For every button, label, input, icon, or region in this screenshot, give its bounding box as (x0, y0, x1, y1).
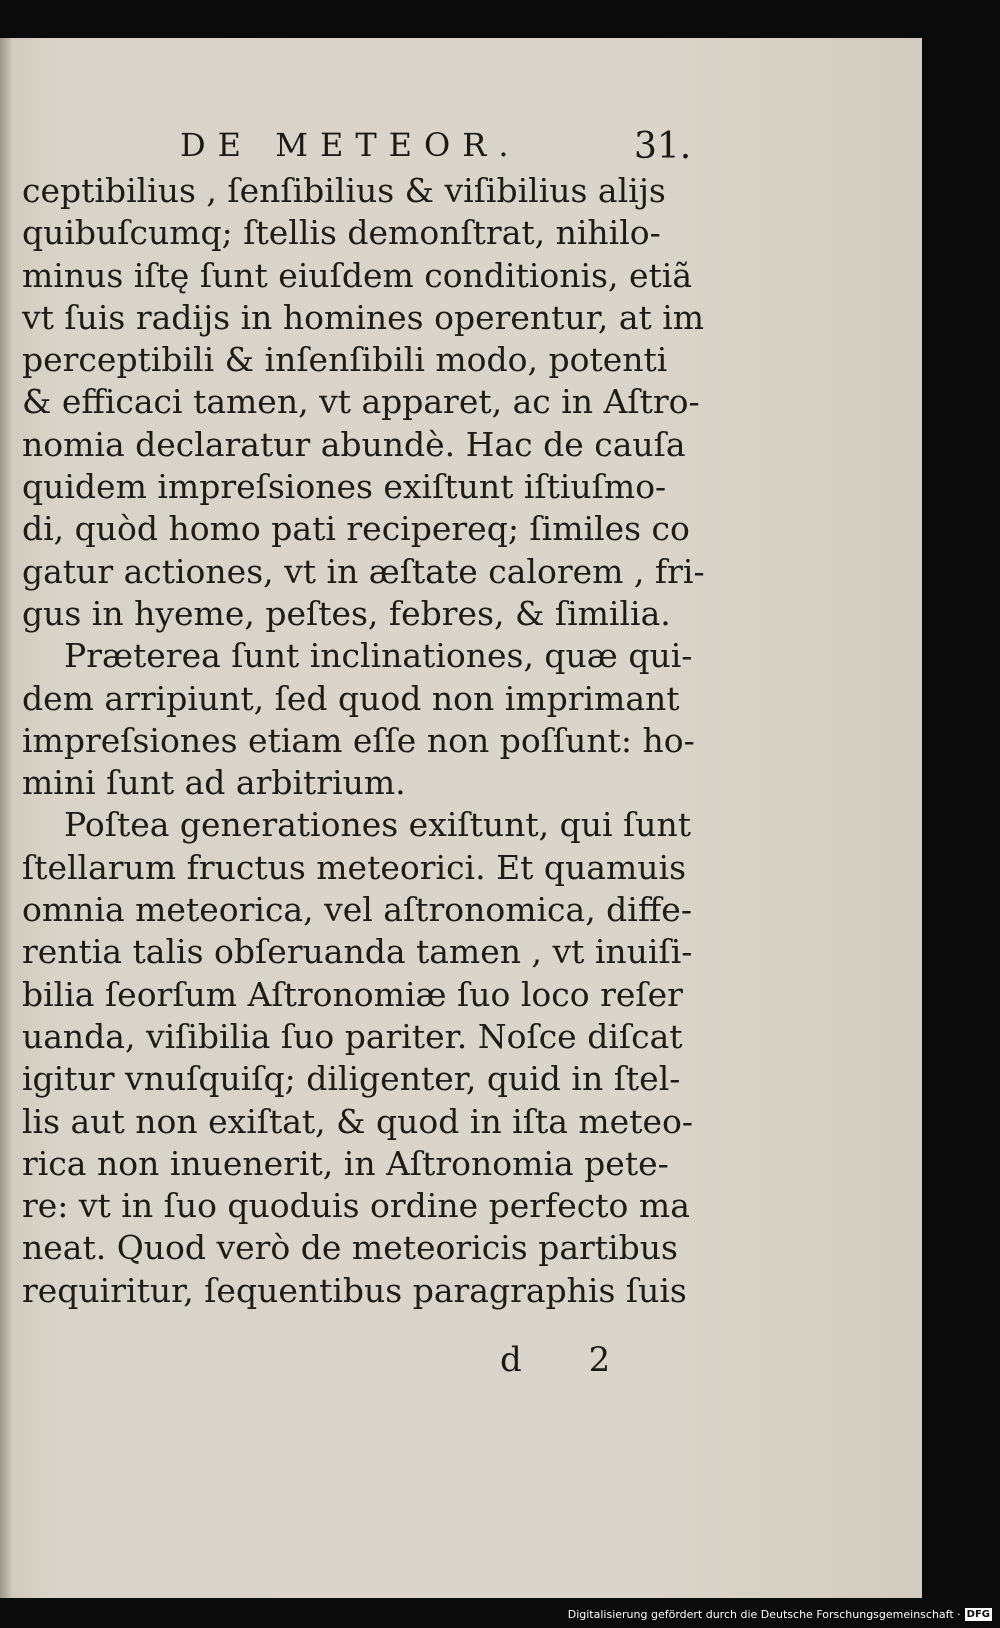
text-line: rentia talis obſeruanda tamen , vt inuiſi- (22, 932, 693, 972)
dfg-logo: DFG (966, 1608, 990, 1620)
text-line: gatur actiones, vt in æſtate calorem , fri- (22, 551, 705, 591)
text-block (22, 170, 705, 1312)
text-line: gus in hyeme, peſtes, febres, & ſimilia. (22, 593, 671, 633)
signature-mark: d 2 (500, 1340, 639, 1380)
text-line: re: vt in ſuo quoduis ordine perfecto ma (22, 1186, 690, 1226)
text-line: omnia meteorica, vel aſtronomica, diffe- (22, 890, 692, 930)
text-line: rica non inuenerit, in Aſtronomia pete- (22, 1143, 669, 1183)
text-line: lis aut non exiſtat, & quod in iſta meteo- (22, 1101, 694, 1141)
text-line: impreſsiones etiam eſſe non poſſunt: ho- (22, 720, 695, 760)
text-line: neat. Quod verò de meteoricis partibus (22, 1228, 678, 1268)
paragraph-start-line: Præterea ſunt inclinationes, quæ qui- (64, 636, 693, 676)
text-line: ſtellarum fructus meteorici. Et quamuis (22, 847, 687, 887)
paragraph-start-line: Poſtea generationes exiſtunt, qui ſunt (64, 805, 691, 845)
text-line: igitur vnuſquiſq; diligenter, quid in ſtel- (22, 1059, 681, 1099)
text-line: nomia declaratur abundè. Hac de cauſa (22, 424, 686, 464)
text-line: & efficaci tamen, vt apparet, ac in Aſtro- (22, 382, 700, 422)
page-gutter-shadow (0, 38, 12, 1598)
text-line: dem arripiunt, ſed quod non imprimant (22, 678, 680, 718)
text-line: minus iſtę ſunt eiuſdem conditionis, etiã (22, 255, 692, 295)
text-line: bilia ſeorſum Aſtronomiæ ſuo loco reſer (22, 974, 683, 1014)
text-line: quidem impreſsiones exiſtunt iſtiuſmo- (22, 467, 667, 507)
text-line: uanda, viſibilia ſuo pariter. Noſce diſcat (22, 1016, 683, 1056)
text-line: mini ſunt ad arbitrium. (22, 763, 406, 803)
running-header: DE METEOR. (180, 126, 521, 164)
text-line: ceptibilius , ſenſibilius & viſibilius alijs (22, 171, 666, 210)
text-line: requiritur, ſequentibus paragraphis ſuis (22, 1270, 687, 1310)
page-number: 31. (634, 126, 692, 167)
text-line: di, quòd homo pati recipereq; ſimiles co (22, 509, 690, 549)
digitization-credit (568, 1606, 992, 1622)
credit-text: Digitalisierung gefördert durch die Deutsche Forschungsgemeinschaft · (567, 1607, 961, 1621)
text-line: perceptibili & inſenſibili modo, potenti (22, 340, 668, 380)
text-line: vt ſuis radijs in homines operentur, at im (22, 297, 705, 337)
text-line: quibuſcumq; ſtellis demonſtrat, nihilo- (22, 213, 661, 253)
